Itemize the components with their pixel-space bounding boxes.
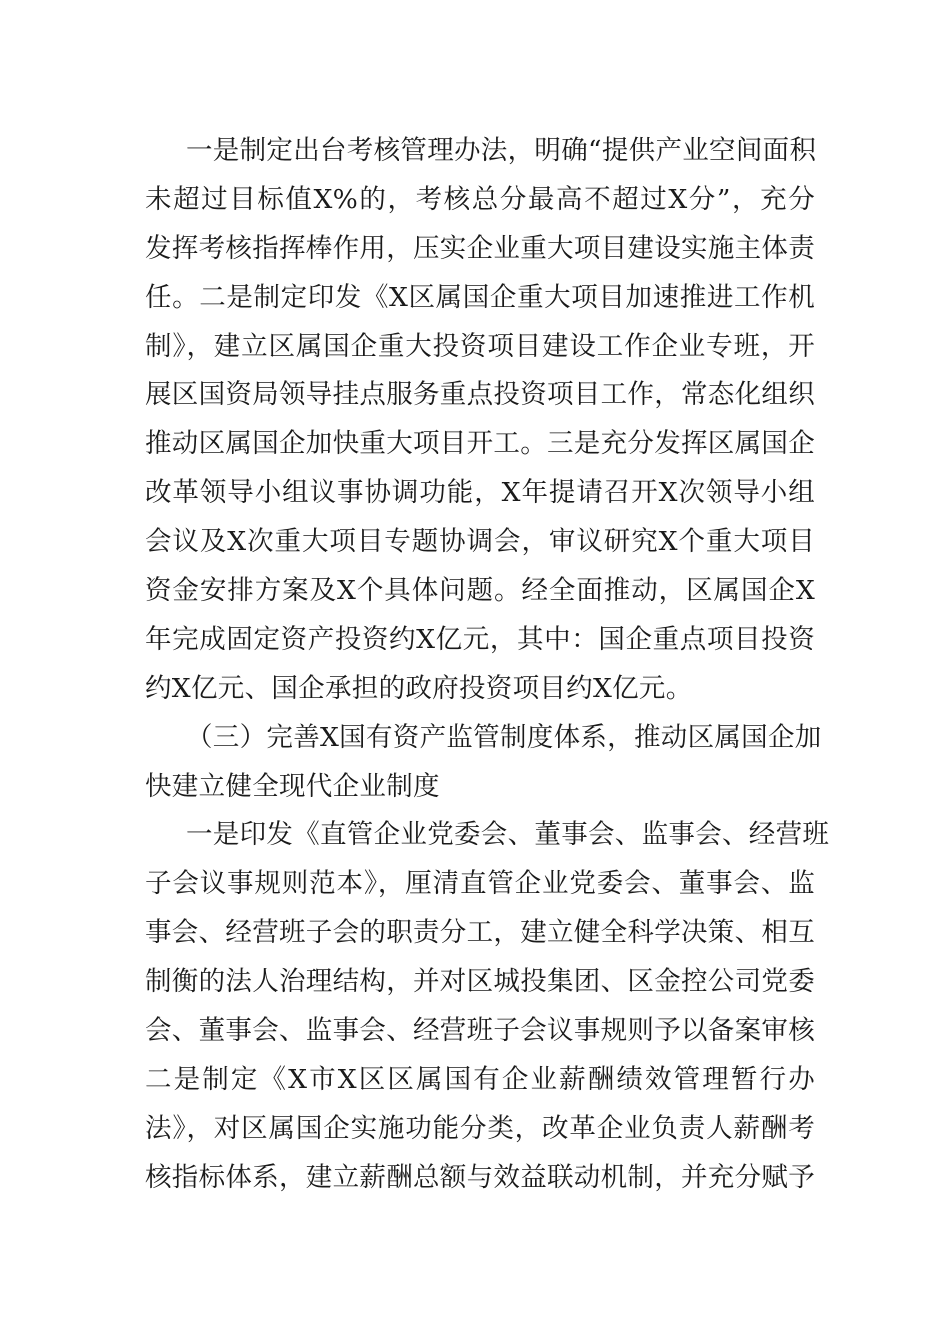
paragraph-line: 一是制定出台考核管理办法，明确“提供产业空间面积 — [186, 135, 817, 166]
section-heading-line: 快建立健全现代企业制度 — [145, 770, 440, 802]
paragraph-line: 制》，建立区属国企重大投资项目建设工作企业专班，开 — [145, 330, 815, 362]
paragraph-line: 年完成固定资产投资约X亿元，其中：国企重点项目投资 — [145, 623, 815, 655]
paragraph-line: 展区国资局领导挂点服务重点投资项目工作，常态化组织 — [145, 379, 815, 411]
paragraph-line: 约X亿元、国企承担的政府投资项目约X亿元。 — [145, 672, 693, 704]
paragraph-line: 法》，对区属国企实施功能分类，改革企业负责人薪酬考 — [145, 1112, 815, 1144]
section-heading-line: （三）完善X国有资产监管制度体系，推动区属国企加 — [186, 721, 822, 753]
paragraph-line: 核指标体系，建立薪酬总额与效益联动机制，并充分赋予 — [145, 1161, 815, 1193]
paragraph-line: 会、董事会、监事会、经营班子会议事规则予以备案审核 — [145, 1015, 815, 1047]
paragraph-line: 事会、经营班子会的职责分工，建立健全科学决策、相互 — [145, 917, 815, 949]
paragraph-line: 二是制定《X市X区区属国有企业薪酬绩效管理暂行办 — [145, 1063, 815, 1095]
paragraph-line: 会议及X次重大项目专题协调会，审议研究X个重大项目 — [145, 526, 815, 558]
paragraph-line: 一是印发《直管企业党委会、董事会、监事会、经营班 — [186, 819, 830, 851]
paragraph-line: 发挥考核指挥棒作用，压实企业重大项目建设实施主体责 — [145, 232, 815, 264]
paragraph-line: 资金安排方案及X个具体问题。经全面推动，区属国企X — [145, 575, 815, 607]
paragraph-line: 未超过目标值X%的，考核总分最高不超过X分”，充分 — [145, 183, 815, 215]
paragraph-line: 推动区属国企加快重大项目开工。三是充分发挥区属国企 — [145, 428, 815, 460]
paragraph-line: 子会议事规则范本》，厘清直管企业党委会、董事会、监 — [145, 868, 815, 900]
paragraph-line: 任。二是制定印发《X区属国企重大项目加速推进工作机 — [145, 281, 815, 313]
paragraph-line: 制衡的法人治理结构，并对区城投集团、区金控公司党委 — [145, 966, 815, 998]
paragraph-line: 改革领导小组议事协调功能，X年提请召开X次领导小组 — [145, 477, 815, 509]
document-body — [145, 127, 830, 1203]
